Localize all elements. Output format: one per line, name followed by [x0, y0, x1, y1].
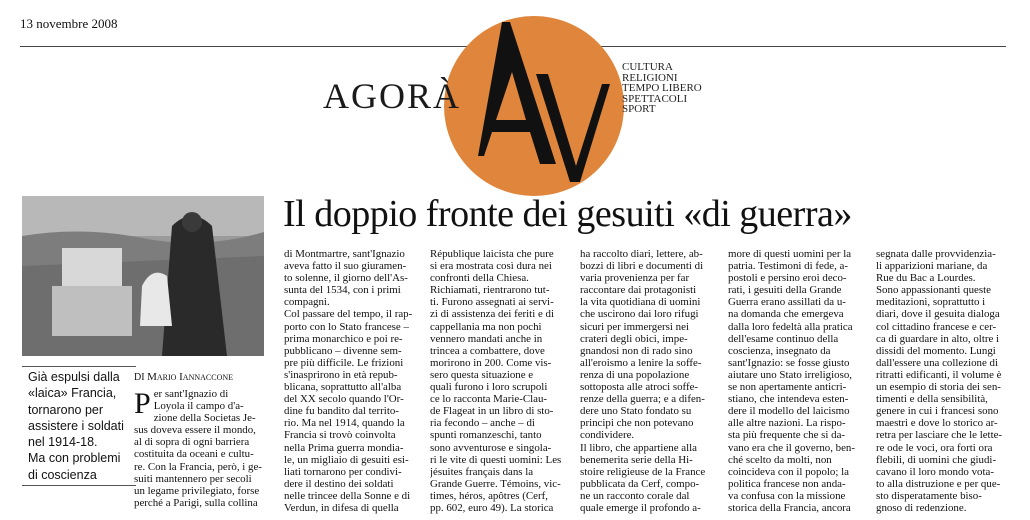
article-column-1	[134, 388, 264, 509]
text-line: vennero mandati anche in	[430, 332, 543, 345]
caption-line: «laica» Francia,	[28, 386, 117, 401]
text-line: dine fu bandito dal territo-	[284, 405, 399, 418]
text-line: al di sopra di ogni barriera	[134, 436, 250, 449]
text-line: politica francese non anda-	[728, 477, 846, 490]
text-line: costituita da oceani e cultu-	[134, 448, 254, 461]
photo-caption	[22, 366, 136, 486]
text-line: sero questa situazione e	[430, 368, 534, 381]
text-line: rio. Ma nel 1914, quando la	[284, 417, 405, 430]
text-line: cappellania ma non pochi	[430, 320, 542, 333]
text-line: perché a Parigi, sulla collina	[134, 496, 258, 509]
text-line: sus doveva essere il mondo,	[134, 424, 256, 437]
text-line: Loyola il campo d'a-	[153, 400, 244, 413]
text-line: gnandosi non di rado sino	[580, 344, 693, 357]
text-line: all'eroismo a lenire la soffe-	[580, 356, 702, 369]
section-item: SPORT	[622, 103, 656, 115]
text-line: ca di guardare in alto, oltre i	[876, 332, 1000, 345]
text-line: sto disperatamente biso-	[876, 489, 982, 502]
text-line: dall'essere una collezione di	[876, 356, 999, 369]
text-line: Verdun, in difesa di quella	[284, 501, 399, 514]
text-line: alle altre nazioni. La rispo-	[728, 417, 846, 430]
text-line: Francia si trovò coinvolta	[284, 429, 396, 442]
text-line: porto con lo Stato francese –	[284, 320, 409, 333]
text-line: compagni.	[284, 296, 330, 309]
text-line: nella Prima guerra mondia-	[284, 441, 404, 454]
text-line: di Montmartre, sant'Ignazio	[284, 248, 405, 260]
text-line: postoli e persino eroi deco-	[728, 272, 847, 285]
text-line: aveva fatto il suo giuramen-	[284, 260, 407, 273]
section-item: SPETTACOLI	[622, 92, 688, 105]
drop-cap: P	[134, 387, 151, 420]
section-title: AGORÀ	[323, 76, 462, 116]
text-line: dere il destino dei soldati	[284, 477, 394, 490]
byline	[134, 371, 233, 383]
text-line: pubblicata da Cerf, compo-	[580, 477, 700, 490]
caption-line: assistere i soldati	[28, 418, 124, 433]
text-line: dere uno Stato fondato su	[580, 405, 692, 418]
text-line: pp. 602, euro 49). La storica	[430, 501, 554, 514]
text-line: sono avventurose e singola-	[430, 441, 552, 454]
text-line: benemerita serie della Hi-	[580, 453, 693, 466]
text-line: er sant'Ignazio di	[153, 388, 229, 400]
text-line: stiano, che intendeva esten-	[728, 393, 849, 406]
text-line: vano era che il governo, ben-	[728, 441, 856, 454]
text-line: un esempio di storia dei sen-	[876, 381, 1001, 394]
article-photo	[22, 196, 264, 356]
text-line: retra per lasciare che le lette-	[876, 429, 1003, 442]
caption-line: nel 1914-18.	[28, 435, 98, 450]
text-line: suiti mantennero per secoli	[134, 472, 252, 485]
text-line: raccontare dai protagonisti	[580, 284, 697, 297]
text-line: blicana, soprattutto all'alba	[284, 381, 402, 394]
issue-date: 13 novembre 2008	[20, 16, 118, 31]
text-line: ha raccolto diari, lettere, ab-	[580, 248, 703, 260]
article-column-6	[876, 248, 1010, 514]
text-line: sunta del 1534, con i primi	[284, 284, 401, 297]
text-line: principi che non potevano	[580, 417, 694, 430]
article-column-4	[580, 248, 714, 514]
headline: Il doppio fronte dei gesuiti «di guerra»	[283, 193, 852, 235]
text-line: crateri degli obici, impe-	[580, 332, 688, 345]
text-line: Grande Guerre. Témoins, vic-	[430, 477, 561, 490]
text-line: col cittadino francese e cer-	[876, 320, 997, 333]
caption-line: di coscienza	[28, 467, 97, 482]
text-line: zione della Societas Je-	[153, 412, 256, 425]
text-line: dalla loro fedeltà alla pratica	[728, 320, 853, 333]
text-line: Sono appassionanti queste	[876, 284, 991, 297]
text-line: maestri e dove lo storico ar-	[876, 417, 998, 430]
text-line: stoire religieuse de la France	[580, 465, 706, 478]
text-line: prima monarchico e poi re-	[284, 332, 403, 345]
section-list	[622, 62, 702, 115]
text-line: condividere.	[580, 429, 635, 442]
text-line: diari, dove il gesuita dialoga	[876, 308, 1000, 321]
text-line: li apparizioni mariane, da	[876, 260, 988, 273]
text-line: ria fecondo – anche – di	[430, 417, 535, 430]
text-line: s'inasprirono in età repub-	[284, 368, 398, 381]
text-line: pubblicano – divenne sem-	[284, 344, 402, 357]
text-line: dere il modello del laicismo	[728, 405, 850, 418]
text-line: Rue du Bac a Lourdes.	[876, 272, 976, 285]
text-line: ché scelto da molti, non	[728, 453, 832, 466]
author-name: Mario Iannaccone	[147, 371, 234, 383]
text-line: more di questi uomini per la	[728, 248, 852, 260]
text-line: Richiamati, rientrarono tut-	[430, 284, 550, 297]
text-line: jésuites français dans la	[430, 465, 534, 478]
text-line: un legame privilegiato, forse	[134, 484, 260, 497]
caption-line: Ma con problemi	[28, 451, 121, 466]
text-line: sant'Ignazio: se fosse giusto	[728, 356, 850, 369]
caption-line: Già espulsi dalla	[28, 370, 120, 384]
text-line: sta più frequente che si da-	[728, 429, 846, 442]
caption-line: tornarono per	[28, 402, 104, 417]
text-line: renza di una popolazione	[580, 368, 690, 381]
text-line: se non apertamente anticri-	[728, 381, 847, 394]
article-column-5	[728, 248, 862, 514]
text-line: sottoposta alle atroci soffe-	[580, 381, 699, 394]
text-line: dell'esame continuo della	[728, 332, 839, 345]
text-line: timenti e della sensibilità,	[876, 393, 988, 406]
text-line: le, un migliaio di gesuiti esi-	[284, 453, 409, 466]
text-line: coscienza, insegnato da	[728, 344, 831, 357]
text-line: ne un racconto corale dal	[580, 489, 690, 502]
text-line: cavano il loro mondo vota-	[876, 465, 994, 478]
text-line: meditazioni, soprattutto i	[876, 296, 986, 309]
text-line: trincea a combattere, dove	[430, 344, 545, 357]
text-line: pre più difficile. Le frizioni	[284, 356, 404, 369]
article-column-2	[284, 248, 418, 514]
text-line: zi di assistenza dei feriti e di	[430, 308, 554, 321]
text-line: va confusa con la missione	[728, 489, 846, 502]
text-line: nelle trincee della Sonne e di	[284, 489, 411, 502]
text-line: del XX secolo quando l'Or-	[284, 393, 404, 406]
text-line: gnoso di redenzione.	[876, 501, 967, 514]
text-line: to alla distruzione e per que-	[876, 477, 1001, 490]
text-line: patria. Testimoni di fede, a-	[728, 260, 849, 273]
text-line: ri le vite di questi uomini: Les	[430, 453, 562, 466]
text-line: times, héros, apôtres (Cerf,	[430, 489, 548, 502]
text-line: Col passare del tempo, il rap-	[284, 308, 413, 321]
section-item: TEMPO LIBERO	[622, 82, 702, 94]
text-line: na domanda che emergeva	[728, 308, 844, 321]
text-line: to solenne, il giorno dell'As-	[284, 272, 408, 285]
section-item: RELIGIONI	[622, 71, 678, 84]
text-line: flebili, di uomini che giudi-	[876, 453, 997, 466]
byline-prefix: DI	[134, 372, 145, 383]
text-line: sicuri per immergersi nei	[580, 320, 689, 333]
text-line: che uscirono dai loro rifugi	[580, 308, 699, 321]
text-line: renze della guerra; e a difen-	[580, 393, 705, 406]
text-line: morirono in 200. Come vis-	[430, 356, 552, 369]
text-line: confronti della Chiesa.	[430, 272, 529, 285]
section-item: CULTURA	[622, 61, 673, 73]
text-line: quali furono i loro scrupoli	[430, 381, 548, 394]
article-column-3	[430, 248, 564, 514]
text-line: ti. Furono assegnati ai servi-	[430, 296, 554, 309]
text-line: si era mostrata così dura nei	[430, 260, 552, 273]
text-line: varia provenienza per far	[580, 272, 690, 285]
text-line: Il libro, che appartiene alla	[580, 441, 698, 454]
text-line: spunti romanzeschi, tanto	[430, 429, 542, 442]
text-line: dissidi del momento. Lungi	[876, 344, 996, 357]
text-line: rati, i gesuiti della Grande	[728, 284, 842, 297]
text-line: République laicista che pure	[430, 248, 554, 260]
agora-logo	[444, 14, 624, 196]
text-line: bozzi di libri e documenti di	[580, 260, 704, 273]
text-line: Guerra erano assillati da u-	[728, 296, 846, 309]
text-line: aiutare uno Stato irreligioso,	[728, 368, 853, 381]
text-line: coincideva con il popolo; la	[728, 465, 849, 478]
text-line: storica della Francia, ancora	[728, 501, 851, 514]
text-line: ce lo racconta Marie-Clau-	[430, 393, 548, 406]
text-line: genere in cui i francesi sono	[876, 405, 999, 418]
text-line: segnata dalle provvidenzia-	[876, 248, 996, 260]
text-line: quale emerge il profondo a-	[580, 501, 701, 514]
text-line: liati tornarono per condivi-	[284, 465, 402, 478]
text-line: ritratti edificanti, il volume è	[876, 368, 1002, 381]
text-line: re. Con la Francia, però, i ge-	[134, 460, 262, 473]
text-line: la vita quotidiana di uomini	[580, 296, 701, 309]
text-line: de Flageat in un libro di sto-	[430, 405, 554, 418]
text-line: re ode le voci, ora forti ora	[876, 441, 993, 454]
